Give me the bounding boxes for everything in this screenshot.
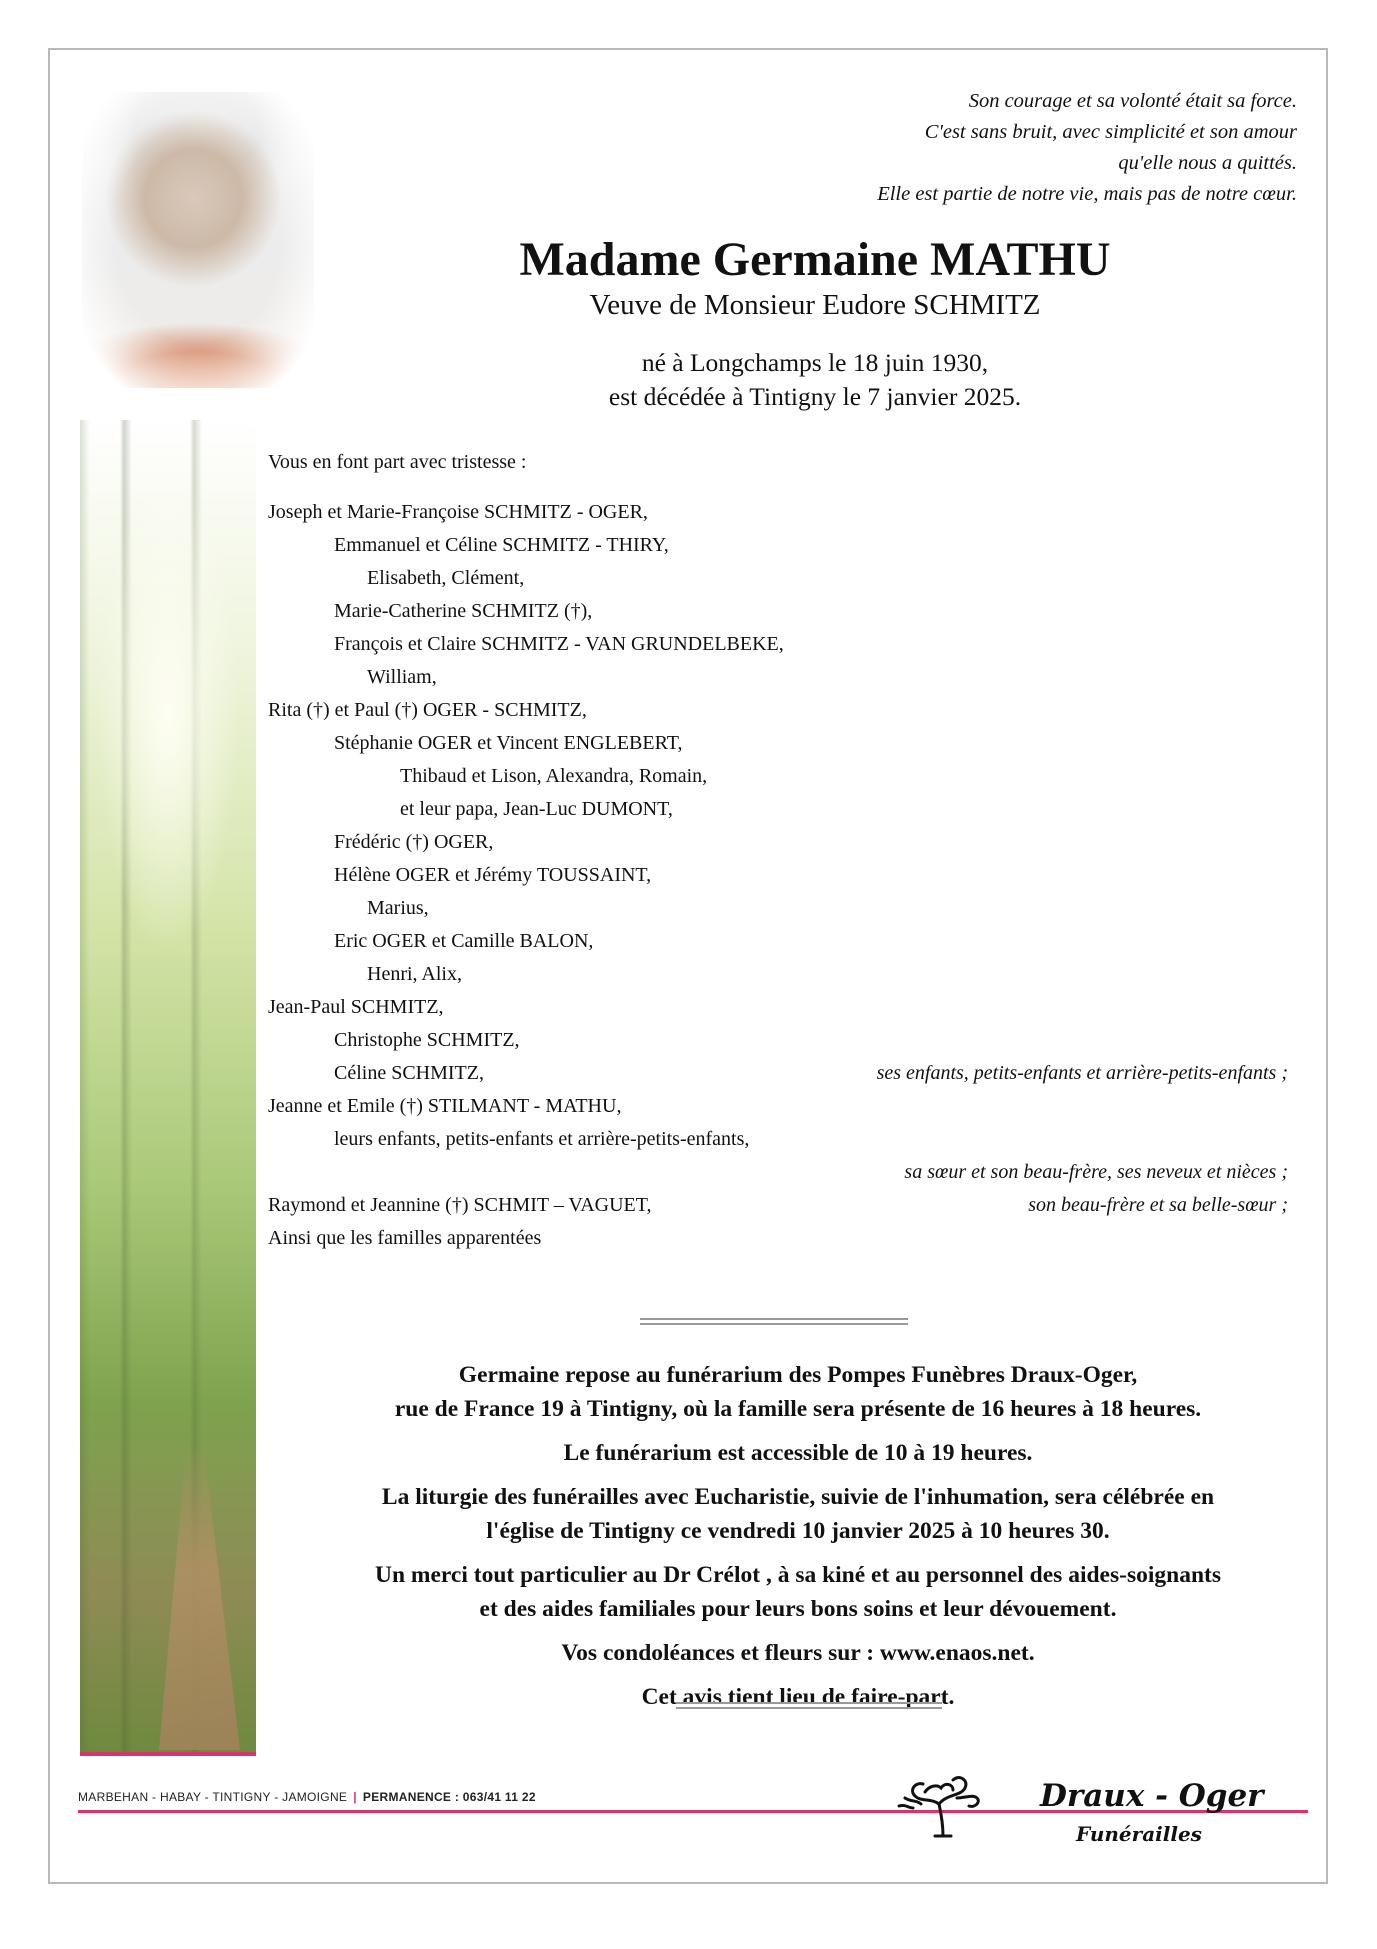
footer-contact bbox=[78, 1790, 536, 1804]
poem bbox=[597, 86, 1297, 210]
family-row bbox=[268, 1090, 1288, 1123]
double-divider bbox=[640, 1318, 908, 1325]
deceased-name: Madame Germaine MATHU bbox=[519, 233, 1111, 286]
hours-line: Le funérarium est accessible de 10 à 19 heures. bbox=[563, 1440, 1033, 1466]
family-row bbox=[268, 826, 1288, 859]
liturgy-line: La liturgie des funérailles avec Eucharistie, suivie de l'inhumation, sera célébrée en bbox=[381, 1484, 1215, 1510]
tree-logo-icon bbox=[895, 1768, 995, 1838]
thanks-block bbox=[268, 1558, 1328, 1626]
poem-line: C'est sans bruit, avec simplicité et son amour bbox=[924, 121, 1297, 143]
birth-death-block bbox=[400, 346, 1230, 414]
portrait-photo bbox=[82, 92, 314, 388]
family-name: François et Claire SCHMITZ - VAN GRUNDELBEKE, bbox=[334, 633, 784, 655]
logo-subtitle: Funérailles bbox=[1076, 1822, 1202, 1846]
family-row bbox=[268, 529, 1288, 562]
family-name: Elisabeth, Clément, bbox=[367, 567, 525, 589]
family-name: et leur papa, Jean-Luc DUMONT, bbox=[400, 798, 673, 820]
thanks-line: Un merci tout particulier au Dr Crélot , à sa kiné et au personnel des aides-soignants bbox=[375, 1562, 1221, 1588]
family-relation: ses enfants, petits-enfants et arrière-petits-enfants ; bbox=[876, 1062, 1288, 1084]
family-row bbox=[268, 562, 1288, 595]
family-row bbox=[268, 760, 1288, 793]
family-name: Marius, bbox=[367, 897, 429, 919]
family-row bbox=[268, 1222, 1288, 1255]
footer-separator: | bbox=[353, 1790, 357, 1804]
family-name: Ainsi que les familles apparentées bbox=[268, 1227, 542, 1249]
family-row bbox=[268, 628, 1288, 661]
family-row bbox=[268, 496, 1288, 529]
family-name: Stéphanie OGER et Vincent ENGLEBERT, bbox=[334, 732, 683, 754]
family-row bbox=[268, 991, 1288, 1024]
poem-line: Son courage et sa volonté était sa force. bbox=[968, 90, 1297, 112]
intro-line: Vous en font part avec tristesse : bbox=[268, 451, 527, 473]
family-row bbox=[268, 727, 1288, 760]
liturgy-line: l'église de Tintigny ce vendredi 10 janvier 2025 à 10 heures 30. bbox=[486, 1518, 1110, 1544]
family-name: Eric OGER et Camille BALON, bbox=[334, 930, 594, 952]
condolences-line: Vos condoléances et fleurs sur : www.enaos.net. bbox=[561, 1640, 1035, 1666]
family-row bbox=[268, 1123, 1288, 1156]
family-name: Christophe SCHMITZ, bbox=[334, 1029, 520, 1051]
double-divider bbox=[676, 1702, 942, 1709]
funerarium-block bbox=[268, 1358, 1328, 1426]
family-row bbox=[268, 1057, 1288, 1090]
family-name: Henri, Alix, bbox=[367, 963, 462, 985]
family-row bbox=[268, 859, 1288, 892]
family-row bbox=[268, 1024, 1288, 1057]
family-row bbox=[268, 661, 1288, 694]
family-name: Marie-Catherine SCHMITZ (†), bbox=[334, 600, 593, 622]
family-list bbox=[268, 496, 1288, 1255]
family-row bbox=[268, 595, 1288, 628]
family-row bbox=[268, 793, 1288, 826]
family-name: Jean-Paul SCHMITZ, bbox=[268, 996, 444, 1018]
family-name: leurs enfants, petits-enfants et arrière-petits-enfants, bbox=[334, 1128, 750, 1150]
family-row bbox=[268, 958, 1288, 991]
thanks-line: et des aides familiales pour leurs bons soins et leur dévouement. bbox=[479, 1596, 1117, 1622]
family-row bbox=[268, 1189, 1288, 1222]
poem-line: qu'elle nous a quittés. bbox=[1118, 152, 1297, 174]
death-line: est décédée à Tintigny le 7 janvier 2025. bbox=[608, 382, 1022, 411]
funerarium-line: Germaine repose au funérarium des Pompes Funèbres Draux-Oger, bbox=[458, 1362, 1138, 1388]
family-name: Rita (†) et Paul (†) OGER - SCHMITZ, bbox=[268, 699, 587, 721]
family-relation: sa sœur et son beau-frère, ses neveux et nièces ; bbox=[904, 1161, 1288, 1183]
family-name: Hélène OGER et Jérémy TOUSSAINT, bbox=[334, 864, 652, 886]
family-row bbox=[268, 694, 1288, 727]
family-name: Emmanuel et Céline SCHMITZ - THIRY, bbox=[334, 534, 669, 556]
funerarium-line: rue de France 19 à Tintigny, où la famille sera présente de 16 heures à 18 heures. bbox=[394, 1396, 1202, 1422]
family-relation: son beau-frère et sa belle-sœur ; bbox=[1028, 1194, 1288, 1216]
logo-name: Draux - Oger bbox=[1040, 1778, 1264, 1814]
family-name: Céline SCHMITZ, bbox=[334, 1062, 484, 1084]
spouse-line: Veuve de Monsieur Eudore SCHMITZ bbox=[589, 289, 1041, 321]
family-name: Jeanne et Emile (†) STILMANT - MATHU, bbox=[268, 1095, 622, 1117]
family-name: Thibaud et Lison, Alexandra, Romain, bbox=[400, 765, 708, 787]
forest-path-image bbox=[80, 420, 256, 1756]
family-row bbox=[268, 925, 1288, 958]
footer-permanence: PERMANENCE : 063/41 11 22 bbox=[362, 1790, 536, 1804]
family-name: Raymond et Jeannine (†) SCHMIT – VAGUET, bbox=[268, 1194, 652, 1216]
family-name: Joseph et Marie-Françoise SCHMITZ - OGER, bbox=[268, 501, 648, 523]
poem-line: Elle est partie de notre vie, mais pas de notre cœur. bbox=[877, 183, 1297, 205]
family-row bbox=[268, 892, 1288, 925]
family-row bbox=[268, 1156, 1288, 1189]
birth-line: né à Longchamps le 18 juin 1930, bbox=[641, 348, 989, 377]
family-name: Frédéric (†) OGER, bbox=[334, 831, 494, 853]
liturgy-block bbox=[268, 1480, 1328, 1548]
footer-locations: MARBEHAN - HABAY - TINTIGNY - JAMOIGNE bbox=[78, 1790, 348, 1804]
notice-line: Cet avis tient lieu de faire-part. bbox=[641, 1684, 955, 1710]
family-name: William, bbox=[367, 666, 437, 688]
